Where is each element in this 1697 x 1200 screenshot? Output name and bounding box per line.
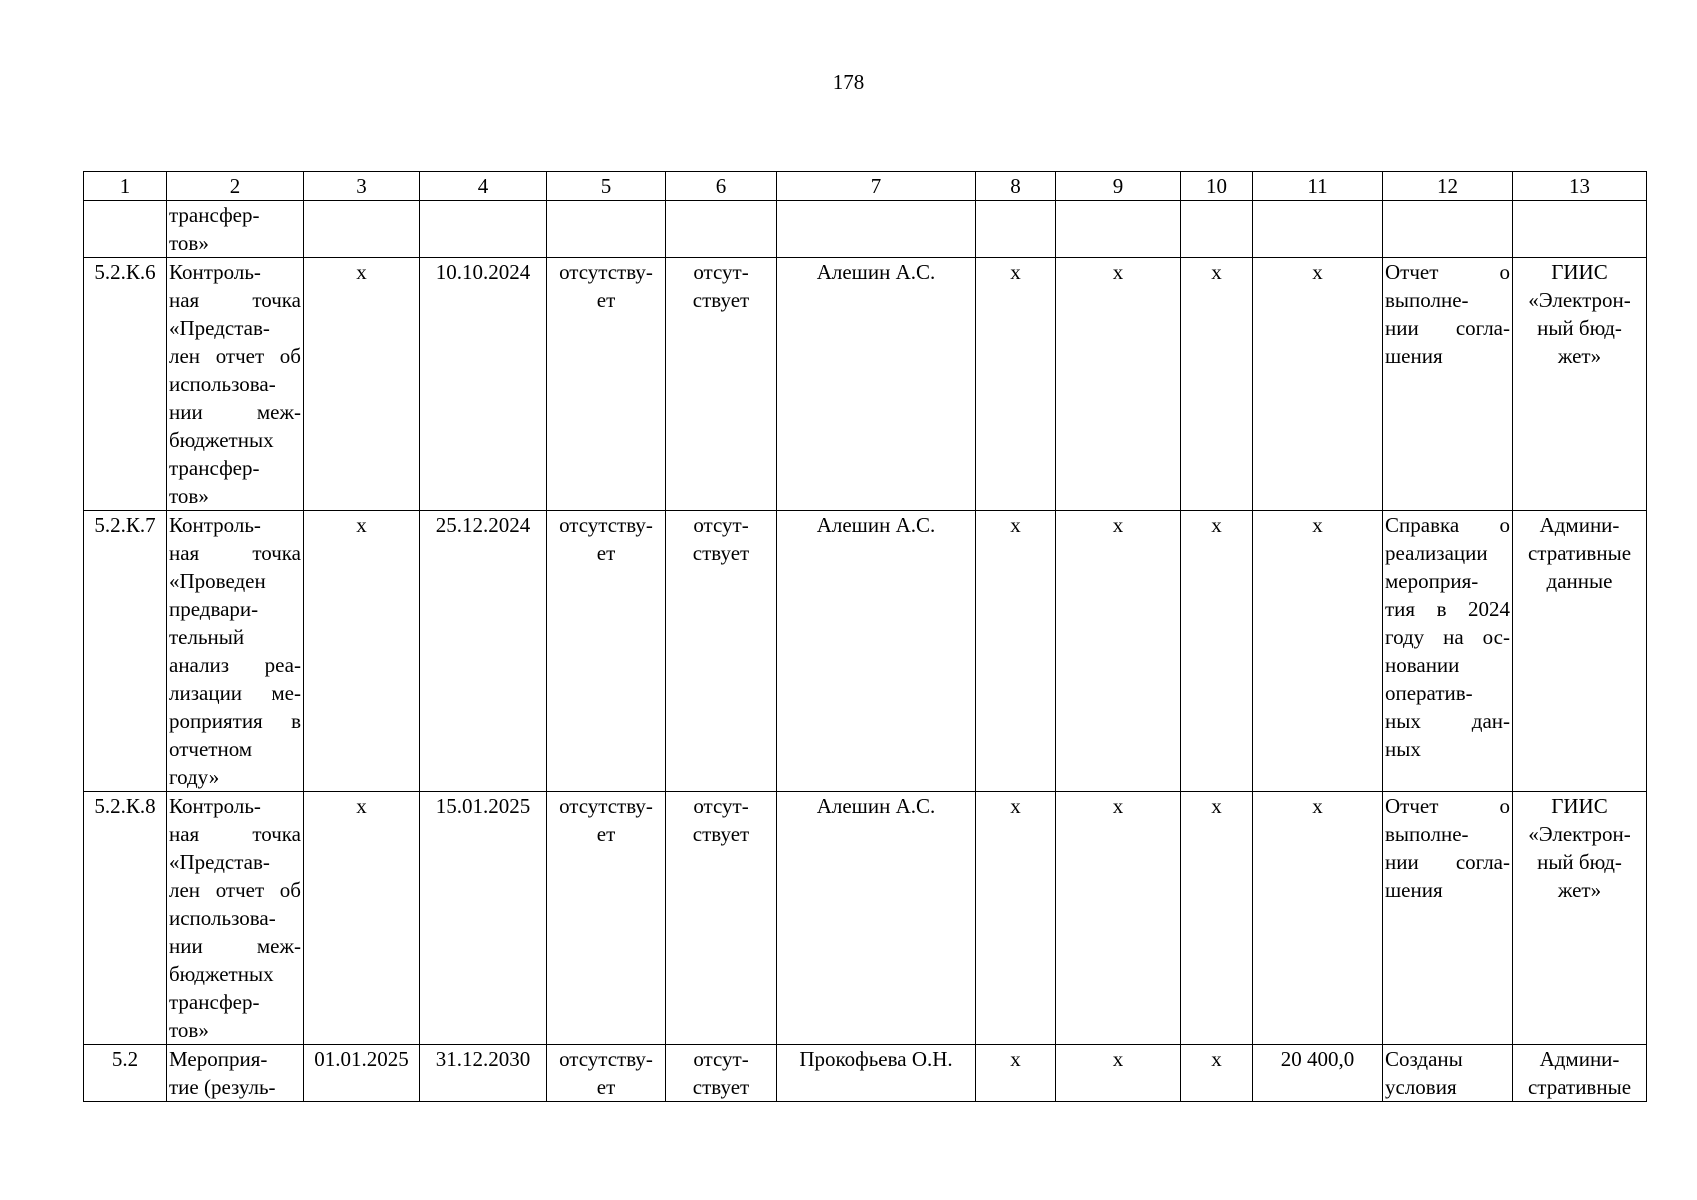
column-8-cell: х (976, 258, 1056, 511)
column-5-cell (547, 258, 666, 511)
column-9-cell: х (1056, 792, 1181, 1045)
column-9-cell: х (1056, 258, 1181, 511)
responsible-cell: Алешин А.С. (777, 792, 976, 1045)
column-11-cell: х (1253, 258, 1383, 511)
source-cell-line: жет» (1557, 878, 1602, 902)
result-cell-line: Отчет о (1385, 260, 1510, 284)
column-number-4: 4 (420, 172, 547, 201)
column-6-cell (666, 792, 777, 1045)
row-name-cell-line: «Представ- (169, 850, 270, 874)
start-date-cell: х (304, 792, 420, 1045)
result-cell-line: Созданы (1385, 1047, 1463, 1071)
column-5-cell-line: ет (596, 541, 616, 565)
result-cell-line: реализации (1385, 541, 1488, 565)
column-6-cell-line: ствует (692, 541, 750, 565)
column-5-cell-line: ет (596, 288, 616, 312)
result-cell-line: году на ос- (1385, 625, 1510, 649)
column-8-cell (976, 201, 1056, 258)
source-cell (1513, 1045, 1647, 1102)
end-date-cell: 25.12.2024 (420, 511, 547, 792)
column-5-cell-line: ет (596, 822, 616, 846)
column-number-12: 12 (1383, 172, 1513, 201)
source-cell-line: данные (1546, 569, 1613, 593)
start-date-cell: 01.01.2025 (304, 1045, 420, 1102)
end-date-cell: 15.01.2025 (420, 792, 547, 1045)
column-number-6: 6 (666, 172, 777, 201)
row-name-cell-line: бюджетных (169, 428, 274, 452)
column-6-cell (666, 511, 777, 792)
source-cell (1513, 792, 1647, 1045)
column-5-cell-line: ет (596, 1075, 616, 1099)
column-6-cell-line: отсут- (693, 1047, 749, 1071)
source-cell (1513, 201, 1647, 258)
column-5-cell-line: отсутству- (559, 260, 653, 284)
column-number-8: 8 (976, 172, 1056, 201)
row-name-cell-line: ная точка (169, 541, 301, 565)
table-row (84, 258, 1647, 511)
responsible-cell: Прокофьева О.Н. (777, 1045, 976, 1102)
source-cell-line: ный бюд- (1537, 850, 1622, 874)
result-cell-line: тия в 2024 (1385, 597, 1510, 621)
column-6-cell-line: ствует (692, 288, 750, 312)
column-5-cell (547, 511, 666, 792)
column-6-cell-line: отсут- (693, 513, 749, 537)
column-6-cell (666, 201, 777, 258)
row-name-cell (167, 1045, 304, 1102)
row-name-cell-line: нии меж- (169, 934, 301, 958)
result-cell (1383, 1045, 1513, 1102)
result-cell-line: нии согла- (1385, 316, 1510, 340)
source-cell-line: «Электрон- (1528, 288, 1631, 312)
row-name-cell-line: Мероприя- (169, 1047, 268, 1071)
column-number-9: 9 (1056, 172, 1181, 201)
row-name-cell-line: Контроль- (169, 260, 261, 284)
row-name-cell-line: «Представ- (169, 316, 270, 340)
row-name-cell-line: отчетном (169, 737, 253, 761)
result-cell (1383, 511, 1513, 792)
column-5-cell (547, 792, 666, 1045)
result-cell-line: новании (1385, 653, 1460, 677)
start-date-cell: х (304, 511, 420, 792)
source-cell-line: «Электрон- (1528, 822, 1631, 846)
row-name-cell-line: тов» (169, 231, 209, 255)
result-cell-line: выполне- (1385, 822, 1469, 846)
column-5-cell-line: отсутству- (559, 794, 653, 818)
row-name-cell-line: ная точка (169, 288, 301, 312)
result-cell (1383, 792, 1513, 1045)
column-10-cell: х (1181, 1045, 1253, 1102)
source-cell-line: стративные (1527, 1075, 1632, 1099)
column-9-cell (1056, 201, 1181, 258)
column-number-7: 7 (777, 172, 976, 201)
column-number-11: 11 (1253, 172, 1383, 201)
column-10-cell: х (1181, 792, 1253, 1045)
source-cell-line: ГИИС (1551, 794, 1608, 818)
column-6-cell-line: ствует (692, 1075, 750, 1099)
source-cell (1513, 511, 1647, 792)
result-cell-line: шения (1385, 344, 1443, 368)
table-row (84, 792, 1647, 1045)
row-number-cell: 5.2.К.6 (84, 258, 167, 511)
table-row (84, 511, 1647, 792)
column-number-1: 1 (84, 172, 167, 201)
column-8-cell: х (976, 511, 1056, 792)
end-date-cell: 10.10.2024 (420, 258, 547, 511)
row-name-cell-line: лен отчет об (169, 344, 301, 368)
end-date-cell (420, 201, 547, 258)
column-11-cell (1253, 201, 1383, 258)
column-10-cell: х (1181, 258, 1253, 511)
column-9-cell: х (1056, 1045, 1181, 1102)
column-11-cell: х (1253, 792, 1383, 1045)
row-number-cell: 5.2 (84, 1045, 167, 1102)
result-cell-line: ных дан- (1385, 709, 1510, 733)
column-5-cell-line: отсутству- (559, 1047, 653, 1071)
row-name-cell-line: Контроль- (169, 513, 261, 537)
row-name-cell-line: ная точка (169, 822, 301, 846)
row-name-cell-line: тов» (169, 484, 209, 508)
column-5-cell (547, 1045, 666, 1102)
column-11-cell: 20 400,0 (1253, 1045, 1383, 1102)
result-cell-line: шения (1385, 878, 1443, 902)
row-name-cell-line: «Проведен (169, 569, 266, 593)
result-cell (1383, 258, 1513, 511)
activity-table (83, 171, 1647, 1102)
column-6-cell (666, 258, 777, 511)
start-date-cell (304, 201, 420, 258)
column-number-10: 10 (1181, 172, 1253, 201)
start-date-cell: х (304, 258, 420, 511)
column-5-cell (547, 201, 666, 258)
table-row (84, 201, 1647, 258)
responsible-cell: Алешин А.С. (777, 511, 976, 792)
row-name-cell-line: использова- (169, 372, 276, 396)
row-name-cell-line: тов» (169, 1018, 209, 1042)
page-number: 178 (832, 70, 865, 94)
row-name-cell-line: бюджетных (169, 962, 274, 986)
row-name-cell-line: году» (169, 765, 220, 789)
row-number-cell (84, 201, 167, 258)
column-number-3: 3 (304, 172, 420, 201)
result-cell-line: ных (1385, 737, 1421, 761)
row-number-cell: 5.2.К.7 (84, 511, 167, 792)
source-cell-line: стративные (1527, 541, 1632, 565)
column-6-cell (666, 1045, 777, 1102)
column-9-cell: х (1056, 511, 1181, 792)
row-name-cell-line: нии меж- (169, 400, 301, 424)
row-name-cell-line: роприятия в (169, 709, 301, 733)
result-cell-line: выполне- (1385, 288, 1469, 312)
source-cell-line: Админи- (1539, 1047, 1620, 1071)
end-date-cell: 31.12.2030 (420, 1045, 547, 1102)
row-name-cell-line: лен отчет об (169, 878, 301, 902)
source-cell-line: Админи- (1539, 513, 1620, 537)
column-6-cell-line: отсут- (693, 260, 749, 284)
row-name-cell-line: трансфер- (169, 456, 260, 480)
column-number-13: 13 (1513, 172, 1647, 201)
column-8-cell: х (976, 1045, 1056, 1102)
result-cell (1383, 201, 1513, 258)
row-name-cell-line: тие (резуль- (169, 1075, 276, 1099)
row-name-cell (167, 792, 304, 1045)
row-name-cell-line: лизации ме- (169, 681, 301, 705)
responsible-cell (777, 201, 976, 258)
row-name-cell-line: тельный (169, 625, 245, 649)
source-cell-line: жет» (1557, 344, 1602, 368)
result-cell-line: мероприя- (1385, 569, 1479, 593)
row-name-cell (167, 258, 304, 511)
row-number-cell: 5.2.К.8 (84, 792, 167, 1045)
row-name-cell-line: Контроль- (169, 794, 261, 818)
result-cell-line: условия (1385, 1075, 1457, 1099)
column-8-cell: х (976, 792, 1056, 1045)
column-10-cell: х (1181, 511, 1253, 792)
row-name-cell-line: трансфер- (169, 203, 260, 227)
column-11-cell: х (1253, 511, 1383, 792)
column-6-cell-line: отсут- (693, 794, 749, 818)
row-name-cell-line: трансфер- (169, 990, 260, 1014)
row-name-cell-line: анализ реа- (169, 653, 301, 677)
row-name-cell-line: предвари- (169, 597, 259, 621)
column-6-cell-line: ствует (692, 822, 750, 846)
column-number-row (84, 172, 1647, 201)
column-5-cell-line: отсутству- (559, 513, 653, 537)
table-row (84, 1045, 1647, 1102)
row-name-cell (167, 201, 304, 258)
column-number-5: 5 (547, 172, 666, 201)
row-name-cell-line: использова- (169, 906, 276, 930)
responsible-cell: Алешин А.С. (777, 258, 976, 511)
column-10-cell (1181, 201, 1253, 258)
source-cell-line: ный бюд- (1537, 316, 1622, 340)
source-cell (1513, 258, 1647, 511)
result-cell-line: оператив- (1385, 681, 1473, 705)
column-number-2: 2 (167, 172, 304, 201)
result-cell-line: нии согла- (1385, 850, 1510, 874)
result-cell-line: Отчет о (1385, 794, 1510, 818)
result-cell-line: Справка о (1385, 513, 1510, 537)
source-cell-line: ГИИС (1551, 260, 1608, 284)
row-name-cell (167, 511, 304, 792)
